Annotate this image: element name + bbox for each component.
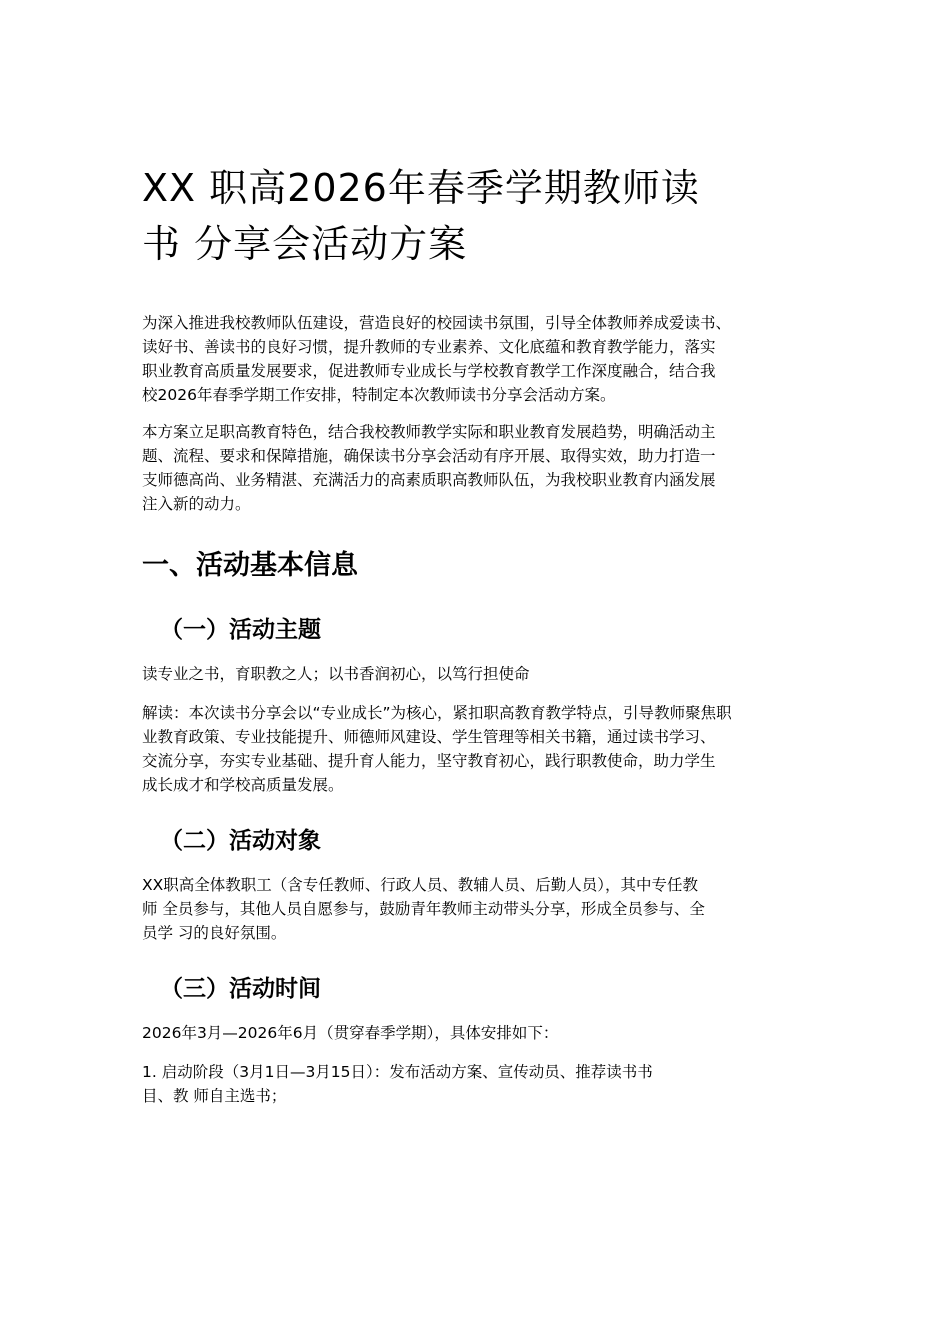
text-line: 交流分享，夯实专业基础、提升育人能力，坚守教育初心，践行职教使命，助力学生 <box>142 752 716 770</box>
text-line: XX职高全体教职工（含专任教师、行政人员、教辅人员、后勤人员），其中专任教 <box>142 876 698 894</box>
text-line: 职业教育高质量发展要求，促进教师专业成长与学校教育教学工作深度融合，结合我 <box>142 362 716 380</box>
title-line-1: XX 职高2026年春季学期教师读 <box>142 166 700 210</box>
intro-paragraph-1 <box>142 311 812 407</box>
text-line: 本方案立足职高教育特色，结合我校教师教学实际和职业教育发展趋势，明确活动主 <box>142 423 716 441</box>
text-line: 支师德高尚、业务精湛、充满活力的高素质职高教师队伍，为我校职业教育内涵发展 <box>142 471 716 489</box>
text-line: 题、流程、要求和保障措施，确保读书分享会活动有序开展、取得实效，助力打造一 <box>142 447 716 465</box>
theme-text: 读专业之书，育职教之人；以书香润初心，以笃行担使命 <box>142 665 530 683</box>
text-line: 解读：本次读书分享会以“专业成长”为核心，紧扣职高教育教学特点，引导教师聚焦职 <box>142 704 732 722</box>
text-line: 师 全员参与，其他人员自愿参与，鼓励青年教师主动带头分享，形成全员参与、全 <box>142 900 705 918</box>
subsection-heading-audience: （二）活动对象 <box>160 828 321 854</box>
time-text: 2026年3月—2026年6月（贯穿春季学期），具体安排如下： <box>142 1024 559 1042</box>
time-item-1 <box>142 1060 812 1108</box>
theme-explanation <box>142 701 812 797</box>
text-line: 校2026年春季学期工作安排，特制定本次教师读书分享会活动方案。 <box>142 386 616 404</box>
text-line: 成长成才和学校高质量发展。 <box>142 776 344 794</box>
text-line: 员学 习的良好氛围。 <box>142 924 287 942</box>
audience-text <box>142 873 812 945</box>
text-line: 注入新的动力。 <box>142 495 251 513</box>
text-line: 读好书、善读书的良好习惯，提升教师的专业素养、文化底蕴和教育教学能力，落实 <box>142 338 716 356</box>
section-heading-1: 一、活动基本信息 <box>142 550 358 581</box>
subsection-heading-time: （三）活动时间 <box>160 976 321 1002</box>
text-line: 业教育政策、专业技能提升、师德师风建设、学生管理等相关书籍，通过读书学习、 <box>142 728 716 746</box>
intro-paragraph-2 <box>142 420 812 516</box>
text-line: 1. 启动阶段（3月1日—3月15日）：发布活动方案、宣传动员、推荐读书书 <box>142 1063 653 1081</box>
title-line-2: 书 分享会活动方案 <box>142 222 468 266</box>
text-line: 目、教 师自主选书； <box>142 1087 287 1105</box>
document-title <box>142 160 812 272</box>
text-line: 为深入推进我校教师队伍建设，营造良好的校园读书氛围，引导全体教师养成爱读书、 <box>142 314 732 332</box>
subsection-heading-theme: （一）活动主题 <box>160 617 321 643</box>
